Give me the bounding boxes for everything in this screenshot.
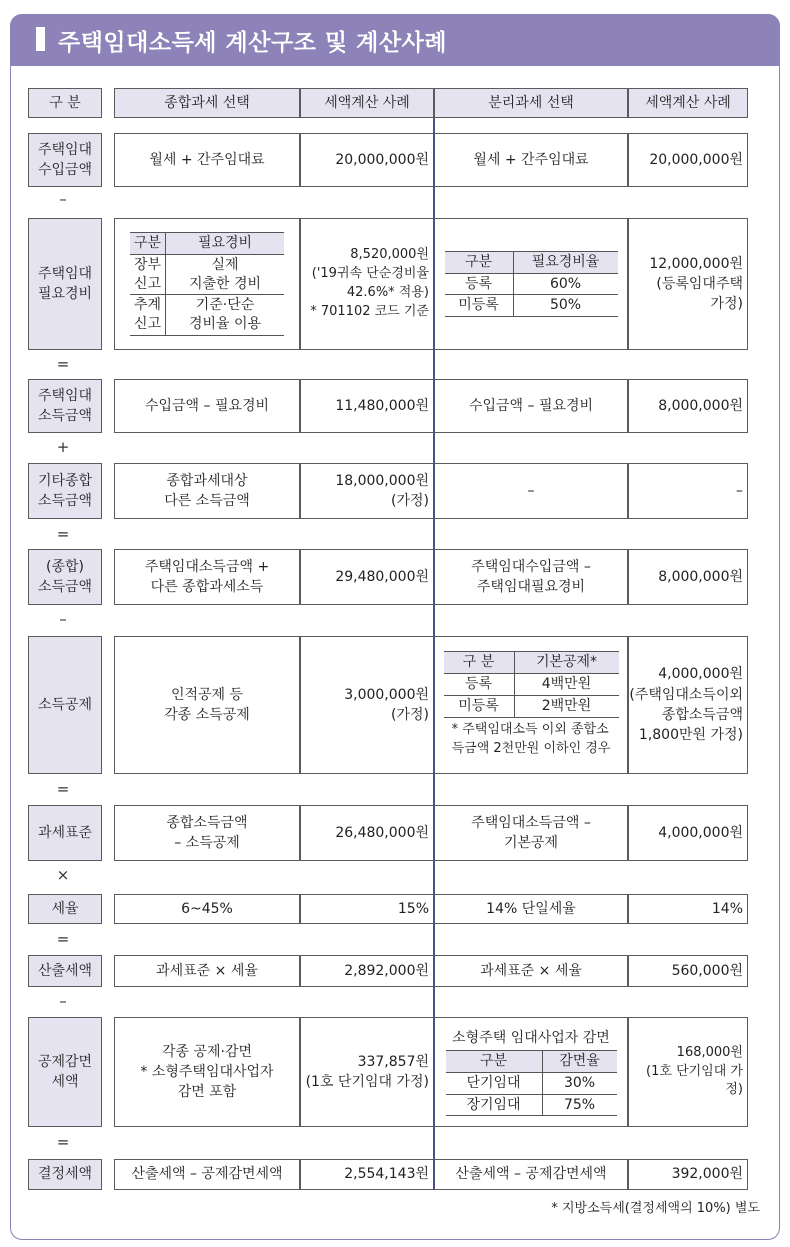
label-rental-expense: 주택임대 필요경비 [28, 218, 102, 350]
mini-cell: 미등록 [445, 295, 514, 317]
r5-separate: 주택임대수입금액 – 주택임대필요경비 [434, 549, 628, 605]
r1-example-2: 20,000,000원 [628, 133, 748, 187]
operator-equals: = [56, 525, 70, 543]
r11-example-2: 392,000원 [628, 1159, 748, 1190]
r4-separate: – [434, 463, 628, 519]
r8-example-2: 14% [628, 894, 748, 924]
r9-example-1: 2,892,000원 [300, 955, 434, 987]
r2-example-2: 12,000,000원 (등록임대주택 가정) [628, 218, 748, 350]
mini-cell: 기준·단순 경비율 이용 [166, 295, 285, 336]
mini-cell: 60% [513, 273, 618, 295]
operator-minus: – [59, 992, 67, 1010]
label-tax-base: 과세표준 [28, 805, 102, 861]
title-marker [36, 27, 45, 51]
operator-multiply: × [56, 866, 70, 884]
r9-example-2: 560,000원 [628, 955, 748, 987]
operator-equals: = [56, 780, 70, 798]
r4-comprehensive: 종합과세대상 다른 소득금액 [114, 463, 300, 519]
r7-example-1: 26,480,000원 [300, 805, 434, 861]
operator-plus: + [56, 438, 70, 456]
r8-comprehensive: 6~45% [114, 894, 300, 924]
r6-example-2: 4,000,000원 (주택임대소득이외 종합소득금액 1,800만원 가정) [628, 636, 748, 774]
r10-example-1: 337,857원 (1호 단기임대 가정) [300, 1017, 434, 1127]
mini-header: 기본공제* [514, 652, 619, 674]
operator-minus: – [59, 610, 67, 628]
r11-example-1: 2,554,143원 [300, 1159, 434, 1190]
label-income-deduction: 소득공제 [28, 636, 102, 774]
deduction-note: * 주택임대소득 이외 종합소 득금액 2천만원 이하인 경우 [451, 721, 611, 757]
r4-example-1: 18,000,000원 (가정) [300, 463, 434, 519]
r7-comprehensive: 종합소득금액 – 소득공제 [114, 805, 300, 861]
header-category: 구 분 [28, 88, 102, 118]
mini-cell: 등록 [444, 674, 515, 696]
expense-method-table [130, 232, 284, 336]
r6-separate [434, 636, 628, 774]
mini-header: 구분 [446, 1050, 543, 1072]
mini-cell: 2백만원 [514, 695, 619, 717]
r1-example-1: 20,000,000원 [300, 133, 434, 187]
r11-separate: 산출세액 – 공제감면세액 [434, 1159, 628, 1190]
header-example-1: 세액계산 사례 [300, 88, 434, 118]
r5-example-2: 8,000,000원 [628, 549, 748, 605]
footnote: * 지방소득세(결정세액의 10%) 별도 [551, 1201, 760, 1216]
r6-comprehensive: 인적공제 등 각종 소득공제 [114, 636, 300, 774]
mini-header: 구분 [130, 232, 166, 254]
header-comprehensive: 종합과세 선택 [114, 88, 300, 118]
r3-example-1: 11,480,000원 [300, 379, 434, 433]
mini-cell: 미등록 [444, 695, 515, 717]
mini-cell: 실제 지출한 경비 [166, 254, 285, 295]
mini-header: 필요경비 [166, 232, 285, 254]
r7-separate: 주택임대소득금액 – 기본공제 [434, 805, 628, 861]
r9-comprehensive: 과세표준 × 세율 [114, 955, 300, 987]
r11-comprehensive: 산출세액 – 공제감면세액 [114, 1159, 300, 1190]
mini-cell: 등록 [445, 273, 514, 295]
page-title: 주택임대소득세 계산구조 및 계산사례 [58, 30, 448, 56]
r5-comprehensive: 주택임대소득금액 + 다른 종합과세소득 [114, 549, 300, 605]
r8-separate: 14% 단일세율 [434, 894, 628, 924]
r7-example-2: 4,000,000원 [628, 805, 748, 861]
r10-comprehensive: 각종 공제·감면 * 소형주택임대사업자 감면 포함 [114, 1017, 300, 1127]
reduction-title: 소형주택 임대사업자 감면 [452, 1029, 610, 1046]
header-separate: 분리과세 선택 [434, 88, 628, 118]
r8-example-1: 15% [300, 894, 434, 924]
r2-comprehensive [114, 218, 300, 350]
mini-cell: 단기임대 [446, 1072, 543, 1094]
mini-header: 필요경비율 [513, 251, 618, 273]
header-example-2: 세액계산 사례 [628, 88, 748, 118]
label-rental-income-amount: 주택임대 소득금액 [28, 379, 102, 433]
operator-equals: = [56, 930, 70, 948]
r6-example-1: 3,000,000원 (가정) [300, 636, 434, 774]
r10-example-2: 168,000원 (1호 단기임대 가정) [628, 1017, 748, 1127]
label-total-income: (종합) 소득금액 [28, 549, 102, 605]
label-other-income: 기타종합 소득금액 [28, 463, 102, 519]
mini-header: 감면율 [542, 1050, 617, 1072]
reduction-rate-table [446, 1050, 617, 1117]
label-final-tax: 결정세액 [28, 1159, 102, 1190]
label-tax-credit: 공제감면 세액 [28, 1017, 102, 1127]
r9-separate: 과세표준 × 세율 [434, 955, 628, 987]
r10-separate [434, 1017, 628, 1127]
mini-cell: 75% [542, 1094, 617, 1116]
mini-header: 구 분 [444, 652, 515, 674]
mini-cell: 장기임대 [446, 1094, 543, 1116]
mini-cell: 30% [542, 1072, 617, 1094]
label-tax-rate: 세율 [28, 894, 102, 924]
mini-cell: 추계 신고 [130, 295, 166, 336]
r3-separate: 수입금액 – 필요경비 [434, 379, 628, 433]
column-divider [433, 118, 435, 1190]
r2-separate [434, 218, 628, 350]
r3-example-2: 8,000,000원 [628, 379, 748, 433]
r5-example-1: 29,480,000원 [300, 549, 434, 605]
mini-cell: 4백만원 [514, 674, 619, 696]
mini-cell: 장부 신고 [130, 254, 166, 295]
expense-rate-table [445, 251, 618, 318]
basic-deduction-table [444, 651, 619, 718]
r1-separate: 월세 + 간주임대료 [434, 133, 628, 187]
mini-cell: 50% [513, 295, 618, 317]
r4-example-2: – [628, 463, 748, 519]
operator-equals: = [56, 1133, 70, 1151]
title-bar [10, 14, 780, 66]
r1-comprehensive: 월세 + 간주임대료 [114, 133, 300, 187]
mini-header: 구분 [445, 251, 514, 273]
label-rental-income: 주택임대 수입금액 [28, 133, 102, 187]
r3-comprehensive: 수입금액 – 필요경비 [114, 379, 300, 433]
label-calculated-tax: 산출세액 [28, 955, 102, 987]
r2-example-1: 8,520,000원 ('19귀속 단순경비율 42.6%* 적용) * 701102 코드 기준 [300, 218, 434, 350]
operator-equals: = [56, 355, 70, 373]
operator-minus: – [59, 190, 67, 208]
